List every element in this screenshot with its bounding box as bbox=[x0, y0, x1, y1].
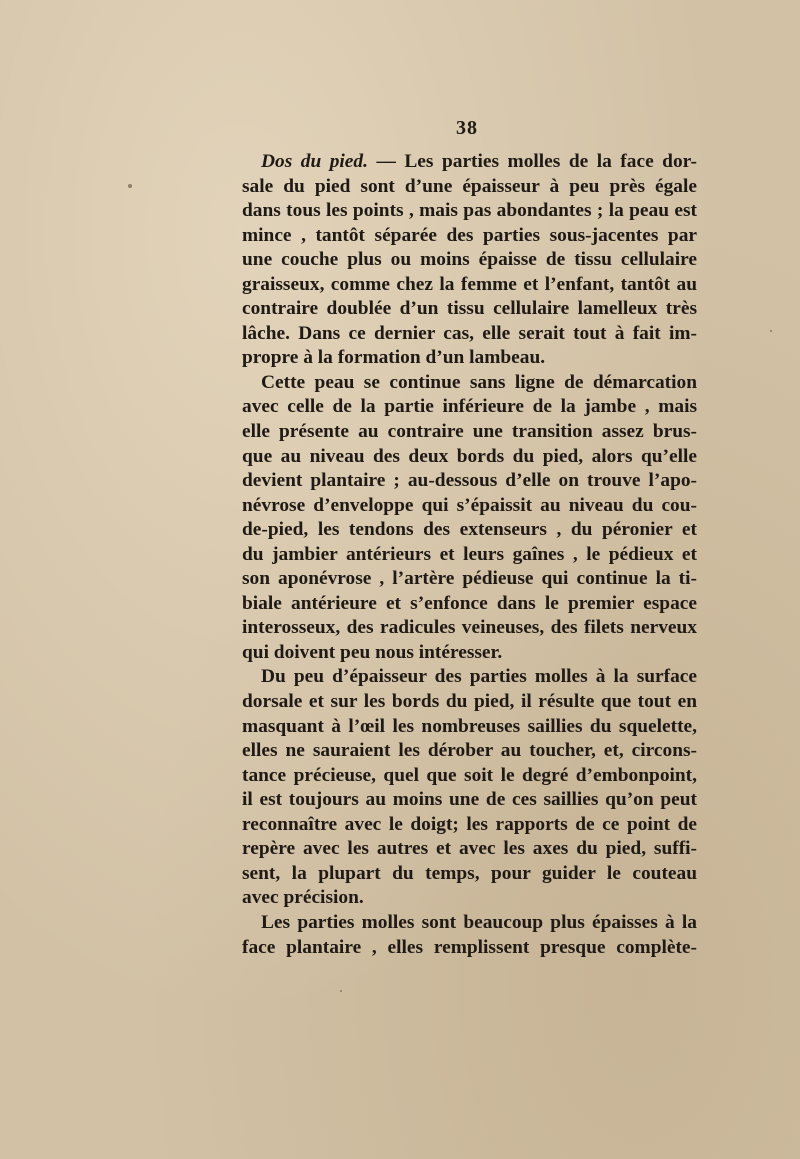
text-line: Dos du pied. — Les parties molles de la face dor- bbox=[261, 151, 697, 172]
text-line: devient plantaire ; au-dessous d’elle on trouve l’apo- bbox=[242, 470, 697, 492]
text-line: de-pied, les tendons des extenseurs , du péronier et bbox=[242, 519, 697, 541]
text-line: sale du pied sont d’une épaisseur à peu près égale bbox=[242, 175, 697, 197]
text-line: face plantaire , elles remplissent presque complète- bbox=[242, 936, 697, 958]
text-line: propre à la formation d’un lambeau. bbox=[242, 347, 546, 369]
text-line: mince , tantôt séparée des parties sous-jacentes par bbox=[242, 224, 697, 246]
text-line: Les parties molles sont beaucoup plus épaisses à la bbox=[261, 911, 697, 933]
body-text bbox=[242, 150, 697, 960]
text-line: avec précision. bbox=[242, 887, 364, 909]
text-line: masquant à l’œil les nombreuses saillies du squelette, bbox=[242, 715, 697, 737]
text-line: sent, la plupart du temps, pour guider le couteau bbox=[242, 862, 697, 884]
paper-speck bbox=[770, 330, 772, 332]
text-line: biale antérieure et s’enfonce dans le premier espace bbox=[242, 592, 697, 614]
text-line: lâche. Dans ce dernier cas, elle serait tout à fait im- bbox=[242, 322, 697, 344]
text-line: elles ne sauraient les dérober au toucher, et, circons- bbox=[242, 740, 697, 762]
text-line: que au niveau des deux bords du pied, alors qu’elle bbox=[242, 445, 697, 467]
paragraph bbox=[242, 371, 697, 666]
paragraph bbox=[242, 665, 697, 910]
text-line: reconnaître avec le doigt; les rapports de ce point de bbox=[242, 813, 697, 835]
text-line: graisseux, comme chez la femme et l’enfant, tantôt au bbox=[242, 273, 697, 295]
text-line: Cette peau se continue sans ligne de démarcation bbox=[261, 371, 697, 393]
text-line: repère avec les autres et avec les axes du pied, suffi- bbox=[242, 838, 697, 860]
text-line: contraire doublée d’un tissu cellulaire lamelleux très bbox=[242, 298, 697, 320]
text-line: avec celle de la partie inférieure de la jambe , mais bbox=[242, 396, 697, 418]
text-line: une couche plus ou moins épaisse de tissu cellulaire bbox=[242, 249, 697, 271]
text-line: son aponévrose , l’artère pédieuse qui continue la ti- bbox=[242, 568, 697, 590]
paper-speck bbox=[128, 184, 132, 188]
text-line: il est toujours au moins une de ces saillies qu’on peut bbox=[242, 789, 697, 811]
text-line: dorsale et sur les bords du pied, il résulte que tout en bbox=[242, 691, 697, 713]
section-heading: Dos du pied. bbox=[261, 151, 368, 172]
text-line: qui doivent peu nous intéresser. bbox=[242, 641, 503, 663]
page-number: 38 bbox=[456, 117, 478, 139]
text-line: elle présente au contraire une transition assez brus- bbox=[242, 421, 697, 443]
text-line: tance précieuse, quel que soit le degré d’embonpoint, bbox=[242, 764, 697, 786]
text-line: interosseux, des radicules veineuses, des filets nerveux bbox=[242, 617, 697, 639]
text-line: du jambier antérieurs et leurs gaînes , le pédieux et bbox=[242, 543, 697, 565]
paper-speck bbox=[340, 990, 342, 992]
paragraph bbox=[242, 911, 697, 960]
text-line: dans tous les points , mais pas abondantes ; la peau est bbox=[242, 200, 697, 222]
paragraph-dos-du-pied bbox=[242, 150, 697, 371]
text-line: Du peu d’épaisseur des parties molles à la surface bbox=[261, 666, 697, 688]
text-line: névrose d’enveloppe qui s’épaissit au niveau du cou- bbox=[242, 494, 697, 516]
